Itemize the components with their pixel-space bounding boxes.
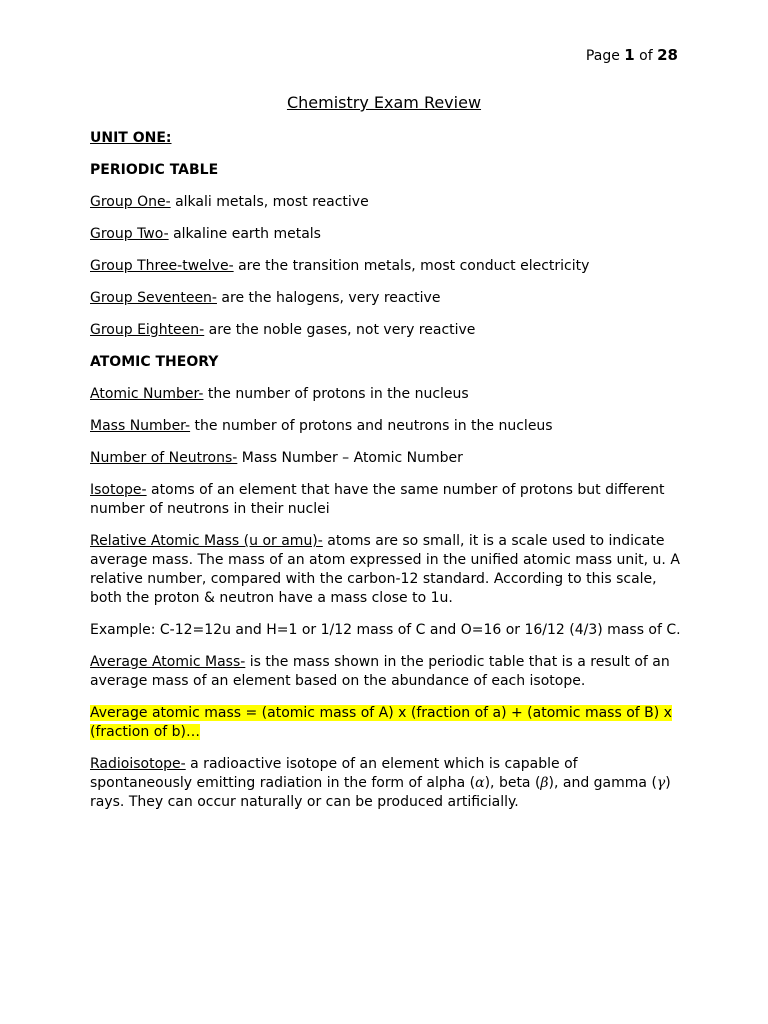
definition-group-two: Group Two- alkaline earth metals [90,226,321,242]
definition-mass-number: Mass Number- the number of protons and neutrons in the nucleus [90,418,553,434]
term: Relative Atomic Mass (u or amu)- [90,533,323,549]
definition-group-three-twelve: Group Three-twelve- are the transition metals, most conduct electricity [90,258,590,274]
term: Group Three-twelve- [90,258,234,274]
definition-group-seventeen: Group Seventeen- are the halogens, very reactive [90,290,441,306]
term: Atomic Number- [90,386,204,402]
term: Isotope- [90,482,147,498]
document-title: Chemistry Exam Review [286,93,482,112]
unit-heading: UNIT ONE: [90,130,172,146]
definition-group-eighteen: Group Eighteen- are the noble gases, not very reactive [90,322,476,338]
term: Group Eighteen- [90,322,205,338]
definition-atomic-number: Atomic Number- the number of protons in the nucleus [90,386,469,402]
definition-relative-atomic-mass: Relative Atomic Mass (u or amu)- atoms are so small, it is a scale used to indicate average mass. The mass of an atom expressed in the unified atomic mass unit, u. A relative number, compared with the carbon-12 standard. According to this scale, both the proton & neutron have a mass close to 1u. [90,533,680,606]
page-number: Page 1 of 28 [585,46,678,64]
term: Group Two- [90,226,169,242]
definition-group-one: Group One- alkali metals, most reactive [90,194,369,210]
definition-radioisotope: Radioisotope- a radioactive isotope of an element which is capable of spontaneously emitting radiation in the form of alpha (α), beta (β), and gamma (γ) rays. They can occur naturally or can be produced artificially. [90,756,671,810]
term: Average Atomic Mass- [90,654,246,670]
term: Mass Number- [90,418,191,434]
term: Number of Neutrons- [90,450,238,466]
definition-average-atomic-mass: Average Atomic Mass- is the mass shown in the periodic table that is a result of an average mass of an element based on the abundance of each isotope. [90,654,670,689]
alpha-symbol: α [475,775,485,791]
example-line: Example: C-12=12u and H=1 or 1/12 mass of C and O=16 or 16/12 (4/3) mass of C. [90,622,681,638]
definition-number-of-neutrons: Number of Neutrons- Mass Number – Atomic Number [90,450,463,466]
atomic-theory-heading: ATOMIC THEORY [90,354,219,370]
beta-symbol: β [540,775,549,791]
document-body [90,129,682,825]
term: Group One- [90,194,171,210]
term: Group Seventeen- [90,290,217,306]
periodic-table-heading: PERIODIC TABLE [90,162,219,178]
highlighted-formula: Average atomic mass = (atomic mass of A) x (fraction of a) + (atomic mass of B) x (fraction of b)… [90,705,672,740]
average-mass-formula [90,704,682,742]
definition-isotope: Isotope- atoms of an element that have the same number of protons but different number of neutrons in their nuclei [90,482,665,517]
gamma-symbol: γ [656,775,666,791]
term: Radioisotope- [90,756,186,772]
